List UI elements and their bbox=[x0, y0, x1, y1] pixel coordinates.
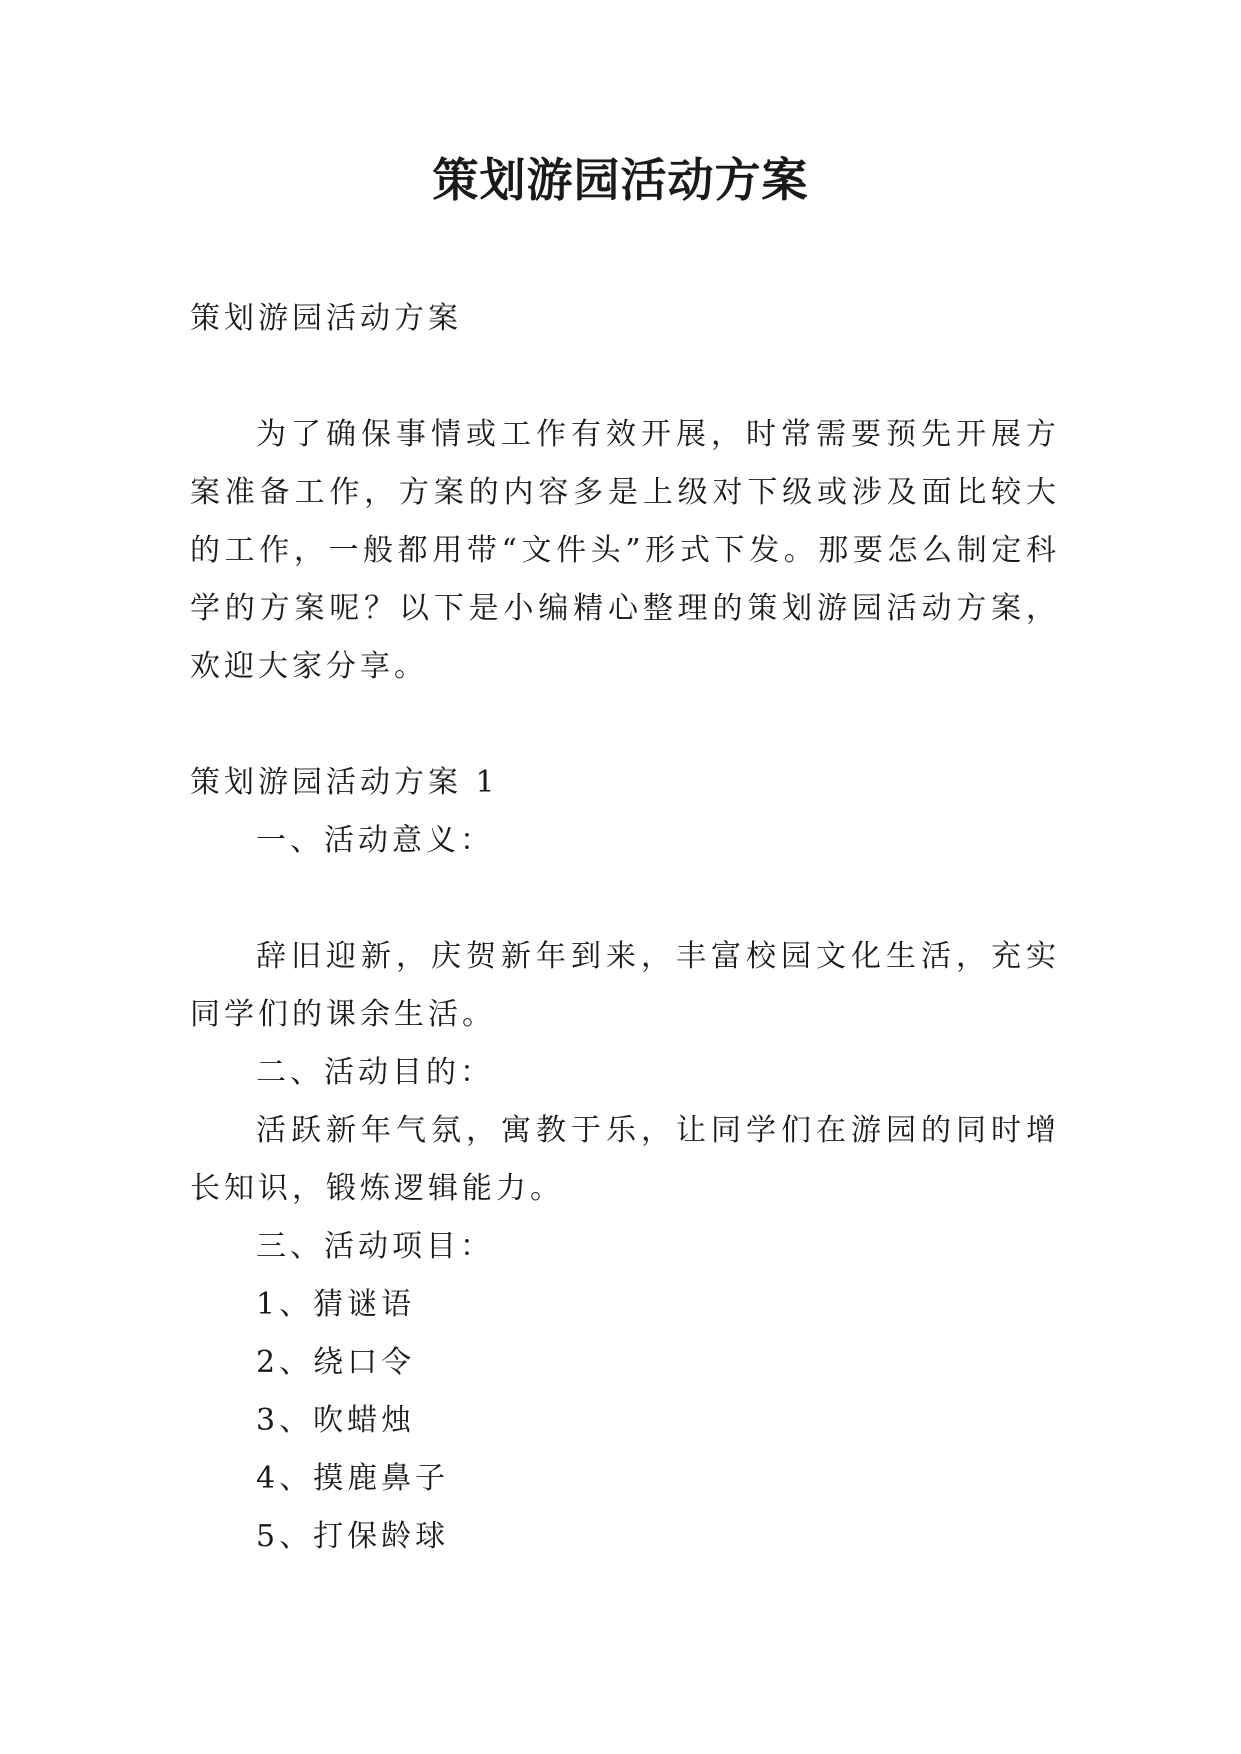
paragraph-activity-purpose: 活跃新年气氛，寓教于乐，让同学们在游园的同时增长知识，锻炼逻辑能力。 bbox=[190, 1113, 1060, 1206]
list-item: 4、摸鹿鼻子 bbox=[256, 1461, 450, 1496]
document-body bbox=[190, 290, 1060, 1566]
list-item: 2、绕口令 bbox=[256, 1345, 416, 1380]
list-item: 3、吹蜡烛 bbox=[256, 1403, 416, 1438]
heading-activity-items: 三、活动项目： bbox=[256, 1229, 494, 1264]
document-title: 策划游园活动方案 bbox=[432, 153, 809, 207]
heading-activity-purpose: 二、活动目的： bbox=[256, 1055, 494, 1090]
heading-activity-meaning: 一、活动意义： bbox=[256, 823, 494, 858]
paragraph-activity-meaning: 辞旧迎新，庆贺新年到来，丰富校园文化生活，充实同学们的课余生活。 bbox=[190, 939, 1060, 1032]
list-item: 5、打保龄球 bbox=[256, 1519, 450, 1554]
list-item: 1、猜谜语 bbox=[256, 1287, 416, 1322]
document-subtitle: 策划游园活动方案 bbox=[190, 301, 462, 336]
section-title: 策划游园活动方案 1 bbox=[190, 765, 499, 800]
intro-paragraph: 为了确保事情或工作有效开展，时常需要预先开展方案准备工作，方案的内容多是上级对下级或涉及面比较大的工作，一般都用带“文件头”形式下发。那要怎么制定科学的方案呢？以下是小编精心整理的策划游园活动方案，欢迎大家分享。 bbox=[190, 417, 1060, 684]
